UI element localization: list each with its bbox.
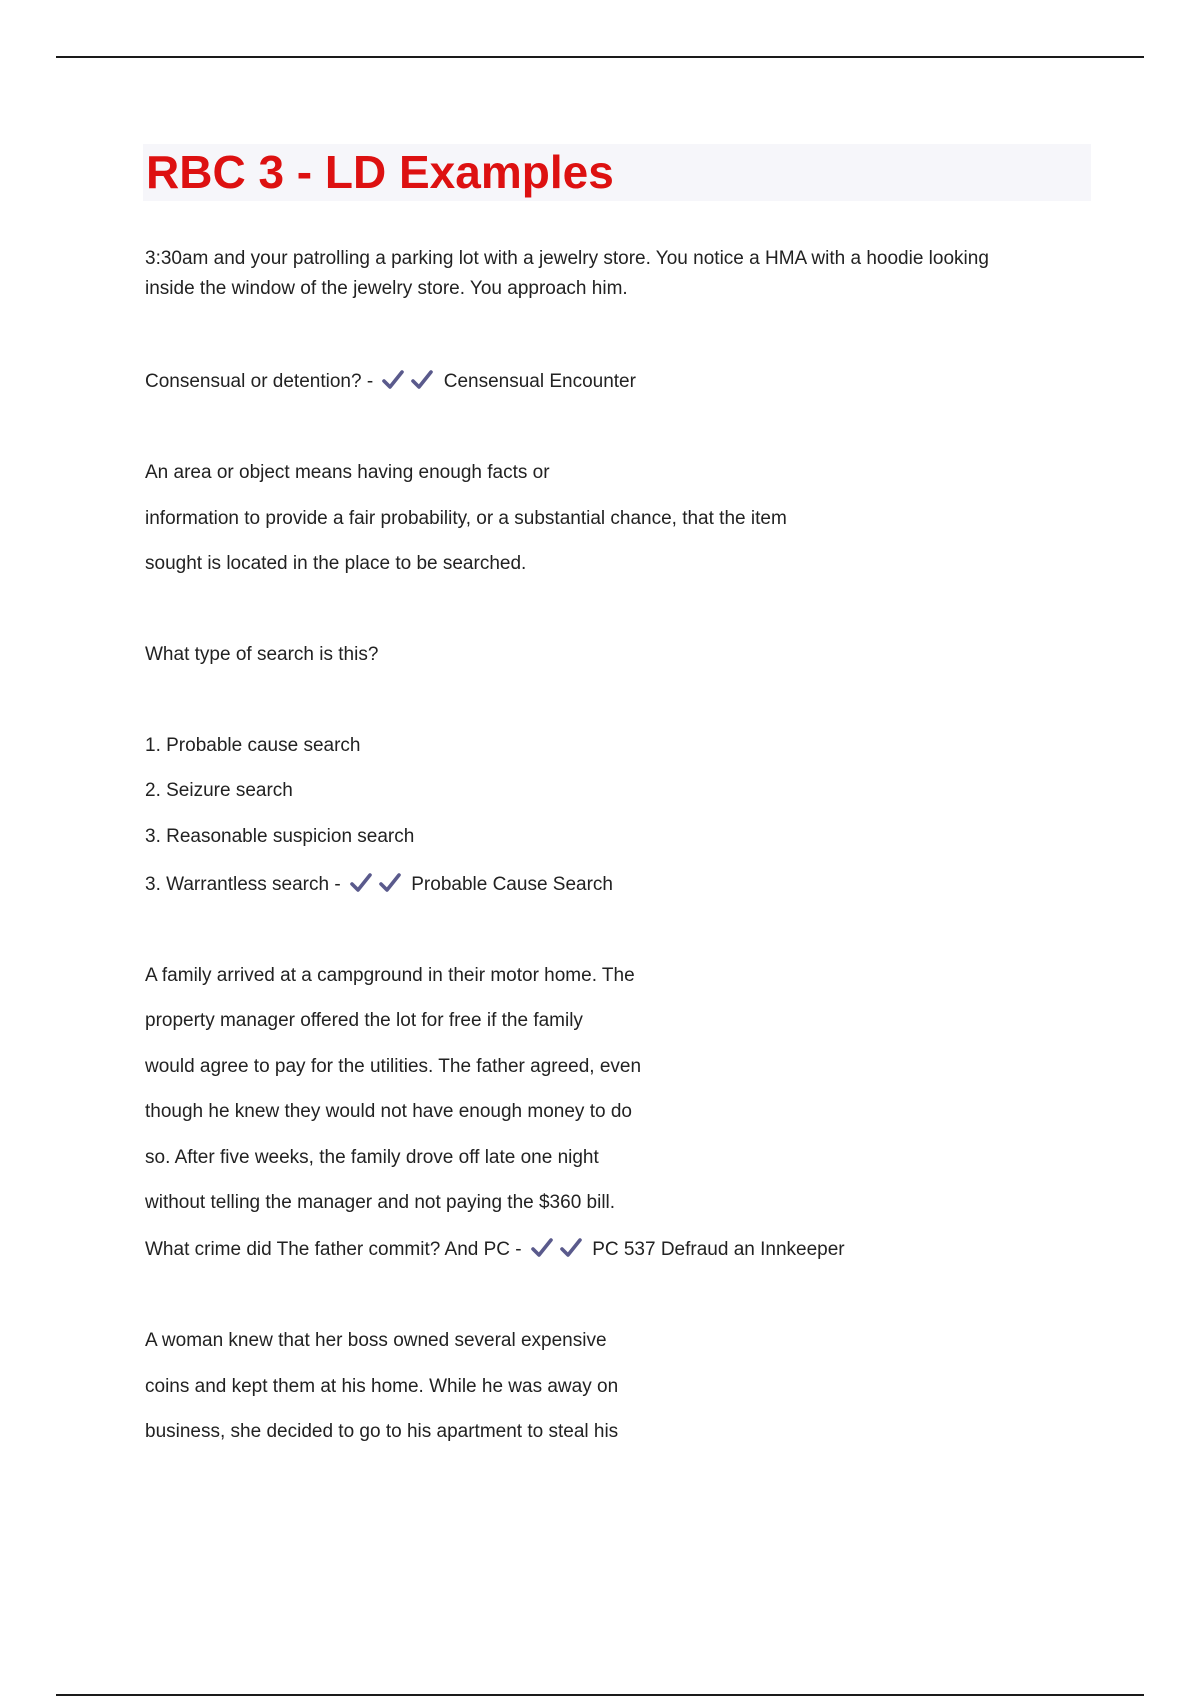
question-3 xyxy=(145,1235,845,1265)
question-3-text: What crime did The father commit? And PC - xyxy=(145,1239,522,1260)
question-2-answer: Probable Cause Search xyxy=(411,874,613,895)
scenario2-line4: though he knew they would not have enough money to do xyxy=(145,1101,632,1122)
check-icon xyxy=(530,1237,554,1259)
scenario2-line3: would agree to pay for the utilities. The father agreed, even xyxy=(145,1056,642,1077)
check-icon xyxy=(381,369,405,391)
page-title: RBC 3 - LD Examples xyxy=(146,146,614,198)
question-2: What type of search is this? xyxy=(145,644,379,665)
scenario1-line2: inside the window of the jewelry store. You approach him. xyxy=(145,278,628,299)
footer-rule xyxy=(56,1694,1144,1696)
scenario2-line5: so. After five weeks, the family drove off late one night xyxy=(145,1147,599,1168)
option-4 xyxy=(145,870,613,900)
scenario3-line3: business, she decided to go to his apartment to steal his xyxy=(145,1421,619,1442)
question-3-answer: PC 537 Defraud an Innkeeper xyxy=(592,1239,845,1260)
definition-line2: information to provide a fair probability, or a substantial chance, that the item xyxy=(145,508,787,529)
option-3: 3. Reasonable suspicion search xyxy=(145,826,415,847)
scenario2-line6: without telling the manager and not paying the $360 bill. xyxy=(145,1192,616,1213)
scenario2-line1: A family arrived at a campground in their motor home. The xyxy=(145,965,635,986)
check-icon xyxy=(410,369,434,391)
option-4-text: 3. Warrantless search - xyxy=(145,874,341,895)
scenario1-line1: 3:30am and your patrolling a parking lot with a jewelry store. You notice a HMA with a hoodie looking xyxy=(145,248,989,269)
check-icon xyxy=(378,872,402,894)
question-1-text: Consensual or detention? - xyxy=(145,371,374,392)
definition-line1: An area or object means having enough facts or xyxy=(145,462,550,483)
header-rule xyxy=(56,56,1144,58)
scenario2-line2: property manager offered the lot for free if the family xyxy=(145,1010,583,1031)
scenario3-line2: coins and kept them at his home. While he was away on xyxy=(145,1376,619,1397)
option-1: 1. Probable cause search xyxy=(145,735,361,756)
question-1 xyxy=(145,367,636,397)
check-icon xyxy=(559,1237,583,1259)
question-1-answer: Censensual Encounter xyxy=(443,371,636,392)
check-icon xyxy=(349,872,373,894)
definition-line3: sought is located in the place to be searched. xyxy=(145,553,527,574)
scenario3-line1: A woman knew that her boss owned several expensive xyxy=(145,1330,607,1351)
option-2: 2. Seizure search xyxy=(145,780,293,801)
